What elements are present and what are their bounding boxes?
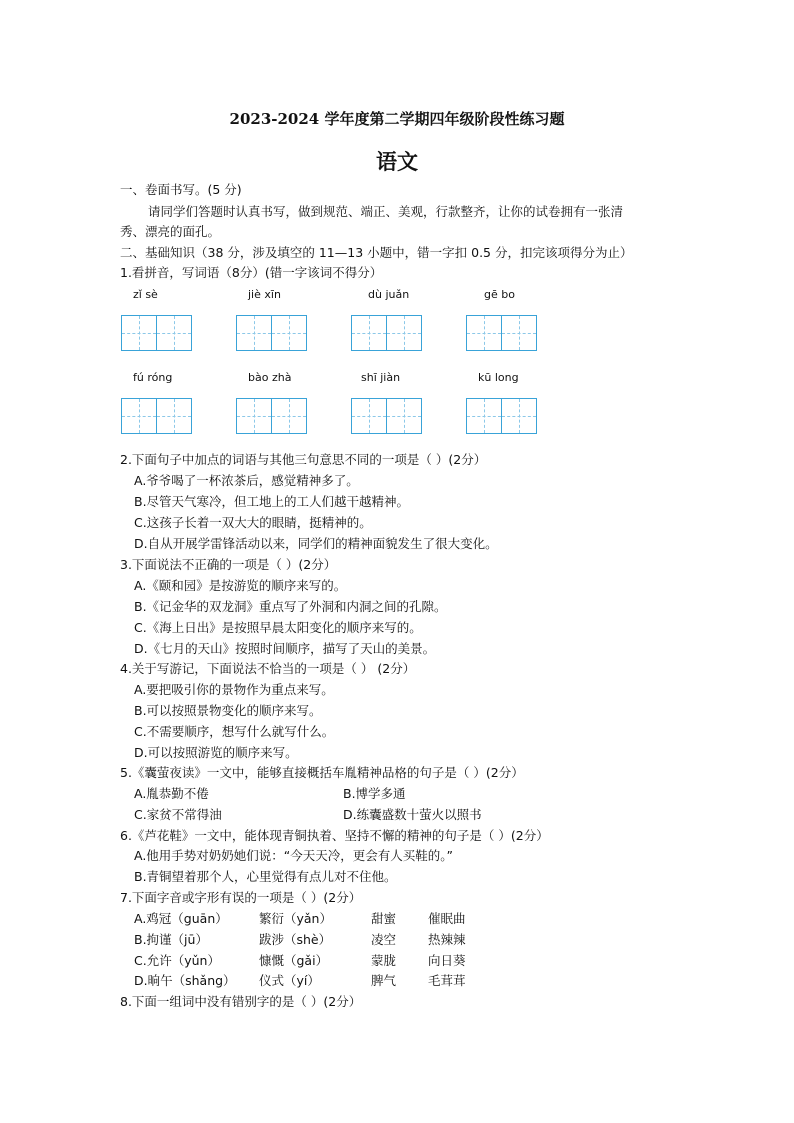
writing-grid[interactable] (351, 398, 421, 434)
q4-option-b: B.可以按照景物变化的顺序来写。 (134, 703, 322, 718)
pinyin: gē bo (484, 288, 515, 301)
q7-cell: B.拘谨（jū） (134, 932, 208, 947)
q7-cell: 甜蜜 (371, 911, 397, 926)
pinyin: zǐ sè (133, 288, 158, 301)
section2-heading: 二、基础知识（38 分，涉及填空的 11—13 小题中，错一字扣 0.5 分，扣完该项得分为止） (120, 245, 633, 260)
q5-option-a: A.胤恭勤不倦 (134, 786, 209, 801)
q7-cell: 向日葵 (428, 953, 466, 968)
q2-option-d: D.自从开展学雷锋活动以来，同学们的精神面貌发生了很大变化。 (134, 536, 498, 551)
q5-option-d: D.练囊盛数十萤火以照书 (343, 807, 482, 822)
writing-grid[interactable] (121, 315, 191, 351)
q7-cell: 慷慨（gǎi） (259, 953, 329, 968)
q7-cell: 毛茸茸 (428, 973, 466, 988)
q7-cell: 仪式（yí） (259, 973, 320, 988)
q4-option-d: D.可以按照游览的顺序来写。 (134, 745, 298, 760)
q3-option-a: A.《颐和园》是按游览的顺序来写的。 (134, 578, 347, 593)
writing-grid[interactable] (121, 398, 191, 434)
q3-option-c: C.《海上日出》是按照早晨太阳变化的顺序来写的。 (134, 620, 422, 635)
pinyin: shī jiàn (361, 371, 401, 384)
writing-grid[interactable] (466, 398, 536, 434)
q1-stem: 1.看拼音，写词语（8分）(错一字该词不得分） (120, 265, 383, 280)
q3-stem: 3.下面说法不正确的一项是（ ）(2分） (120, 557, 337, 572)
q7-cell: 蒙胧 (371, 953, 397, 968)
q8-stem: 8.下面一组词中没有错别字的是（ ）(2分） (120, 994, 362, 1009)
q6-stem: 6.《芦花鞋》一文中，能体现青铜执着、坚持不懈的精神的句子是（ ）(2分） (120, 828, 549, 843)
section1-text-line2: 秀、漂亮的面孔。 (120, 224, 221, 239)
writing-grid[interactable] (236, 315, 306, 351)
q4-option-a: A.要把吸引你的景物作为重点来写。 (134, 682, 334, 697)
q4-stem: 4.关于写游记，下面说法不恰当的一项是（ ） (2分） (120, 661, 416, 676)
writing-grid[interactable] (351, 315, 421, 351)
q2-option-b: B.尽管天气寒冷，但工地上的工人们越干越精神。 (134, 494, 410, 509)
subject-title: 语文 (376, 149, 418, 174)
q7-stem: 7.下面字音或字形有误的一项是（ ）(2分） (120, 890, 362, 905)
page-title: 2023-2024 学年度第二学期四年级阶段性练习题 (229, 110, 565, 128)
q5-stem: 5.《囊萤夜读》一文中，能够直接概括车胤精神品格的句子是（ ）(2分） (120, 765, 524, 780)
writing-grid[interactable] (236, 398, 306, 434)
pinyin: kū long (478, 371, 519, 384)
q7-cell: 脾气 (371, 973, 397, 988)
pinyin: jiè xīn (248, 288, 281, 301)
q2-option-a: A.爷爷喝了一杯浓茶后，感觉精神多了。 (134, 473, 359, 488)
q2-stem: 2.下面句子中加点的词语与其他三句意思不同的一项是（ ）(2分） (120, 452, 487, 467)
q5-option-b: B.博学多通 (343, 786, 406, 801)
pinyin: bào zhà (248, 371, 292, 384)
q7-cell: 繁衍（yǎn） (259, 911, 332, 926)
q7-cell: 凌空 (371, 932, 397, 947)
q7-cell: C.允许（yǔn） (134, 953, 220, 968)
q6-option-b: B.青铜望着那个人，心里觉得有点儿对不住他。 (134, 869, 397, 884)
q7-cell: 跋涉（shè） (259, 932, 332, 947)
q7-cell: D.晌午（shǎng） (134, 973, 236, 988)
q3-option-b: B.《记金华的双龙洞》重点写了外洞和内洞之间的孔隙。 (134, 599, 447, 614)
q7-cell: 催眠曲 (428, 911, 466, 926)
q6-option-a: A.他用手势对奶奶她们说：“今天天冷，更会有人买鞋的。” (134, 848, 454, 863)
q2-option-c: C.这孩子长着一双大大的眼睛，挺精神的。 (134, 515, 372, 530)
q7-cell: 热辣辣 (428, 932, 466, 947)
writing-grid[interactable] (466, 315, 536, 351)
q5-option-c: C.家贫不常得油 (134, 807, 222, 822)
pinyin: fú róng (133, 371, 173, 384)
section1-heading: 一、卷面书写。(5 分) (120, 182, 242, 197)
section1-text-line1: 请同学们答题时认真书写，做到规范、端正、美观，行款整齐，让你的试卷拥有一张清 (148, 204, 624, 219)
pinyin: dù juǎn (368, 288, 410, 301)
q4-option-c: C.不需要顺序，想写什么就写什么。 (134, 724, 335, 739)
q3-option-d: D.《七月的天山》按照时间顺序，描写了天山的美景。 (134, 641, 436, 656)
q7-cell: A.鸡冠（guān） (134, 911, 228, 926)
